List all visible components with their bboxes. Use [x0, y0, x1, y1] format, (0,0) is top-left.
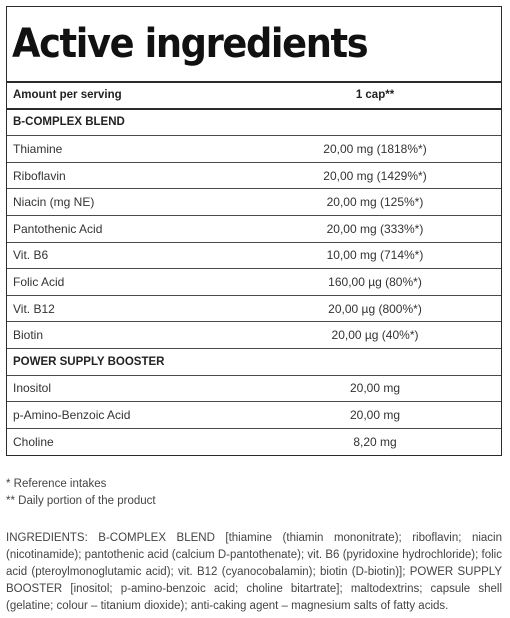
ingredient-name: Thiamine — [13, 141, 63, 156]
ingredient-name: Choline — [13, 435, 54, 450]
table-row — [7, 243, 501, 270]
header-name: Amount per serving — [13, 89, 122, 102]
ingredient-amount: 20,00 mg — [349, 407, 401, 422]
footnote-reference: * Reference intakes — [6, 478, 107, 490]
header-value: 1 cap** — [355, 89, 395, 102]
ingredients-text: INGREDIENTS: B-COMPLEX BLEND [thiamine (thiamin mononitrate); riboflavin; niacin (nicotinamide); pantothenic acid (calcium D-pantothenate); vit. B6 (pyridoxine hydrochloride); folic acid (pteroylmonoglutamic acid); vit. B12 (cyanocobalamin); biotin (D-biotin)]; POWER SUPPLY BOOSTER [inositol; p-amino-benzoic acid; choline bitartrate]; maltodextrins; capsule shell (gelatine; colour – titanium dioxide); anti-caking agent – magnesium salts of fatty acids. — [6, 532, 502, 612]
ingredient-amount: 20,00 mg (1429%*) — [323, 168, 427, 183]
footnote-daily: ** Daily portion of the product — [6, 495, 156, 507]
table-row — [7, 269, 501, 296]
section-label: B-COMPLEX BLEND — [13, 116, 125, 129]
ingredient-amount: 10,00 mg (714%*) — [326, 248, 424, 263]
title-box — [7, 7, 501, 83]
ingredient-name: Folic Acid — [13, 274, 65, 289]
ingredient-name: Vit. B12 — [13, 301, 55, 316]
ingredient-name: Inositol — [13, 381, 52, 396]
table-header-row — [7, 83, 501, 110]
table-body — [7, 110, 501, 456]
table-section-row — [7, 110, 501, 137]
table-row — [7, 136, 501, 163]
page-title: Active ingredients — [12, 21, 368, 67]
ingredient-amount: 20,00 mg (1818%*) — [323, 141, 427, 156]
table-row — [7, 429, 501, 456]
table-row — [7, 376, 501, 403]
table-row — [7, 189, 501, 216]
ingredient-amount: 20,00 mg (333%*) — [326, 221, 424, 236]
ingredient-amount: 20,00 mg — [349, 381, 401, 396]
table-row — [7, 163, 501, 190]
ingredient-name: Vit. B6 — [13, 248, 49, 263]
table-row — [7, 296, 501, 323]
nutrition-panel — [6, 6, 502, 456]
ingredient-name: Niacin (mg NE) — [13, 195, 95, 210]
ingredient-name: Riboflavin — [13, 168, 66, 183]
ingredient-amount: 20,00 µg (800%*) — [328, 301, 422, 316]
table-row — [7, 402, 501, 429]
table-row — [7, 216, 501, 243]
section-label: POWER SUPPLY BOOSTER — [13, 355, 165, 368]
ingredient-name: p-Amino-Benzoic Acid — [13, 407, 131, 422]
table-row — [7, 322, 501, 349]
table-section-row — [7, 349, 501, 376]
ingredient-amount: 20,00 mg (125%*) — [326, 195, 424, 210]
footnotes — [6, 476, 156, 510]
ingredient-name: Biotin — [13, 328, 44, 343]
ingredient-amount: 8,20 mg — [353, 435, 397, 450]
ingredient-amount: 160,00 µg (80%*) — [328, 274, 422, 289]
ingredient-name: Pantothenic Acid — [13, 221, 103, 236]
ingredient-amount: 20,00 µg (40%*) — [331, 328, 419, 343]
